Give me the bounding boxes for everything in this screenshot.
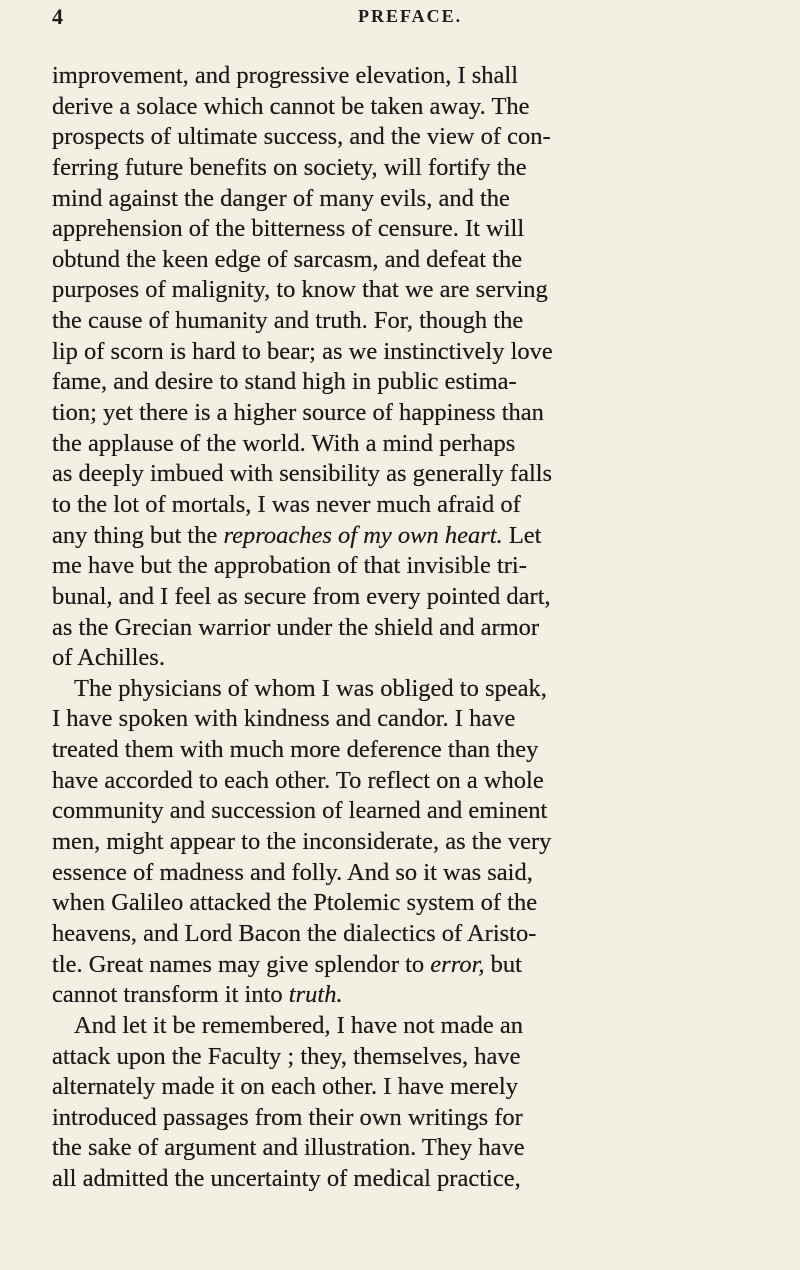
text-line-content: improvement, and progressive elevation, I shall (52, 62, 519, 89)
text-line (52, 1011, 788, 1042)
text-line (52, 1042, 788, 1073)
text-line-content: derive a solace which cannot be taken away. The (52, 92, 530, 120)
text-line (52, 1133, 788, 1164)
text-line (52, 888, 788, 919)
running-title: PREFACE. (358, 6, 463, 26)
text-line-content: mind against the danger of many evils, and the (52, 184, 510, 212)
text-line-content: all admitted the uncertainty of medical practice, (52, 1165, 521, 1193)
text-line-content: community and succession of learned and eminent (52, 797, 548, 825)
text-line-content: lip of scorn is hard to bear; as we instinctively love (52, 337, 553, 365)
text-line (52, 214, 788, 245)
text-line-content: when Galileo attacked the Ptolemic system of the (52, 889, 538, 917)
text-line (52, 61, 788, 92)
text-line-content: obtund the keen edge of sarcasm, and defeat the (52, 245, 523, 273)
text-line (52, 796, 788, 827)
text-line-content: the applause of the world. With a mind perhaps (52, 429, 516, 457)
text-line-content: And let it be remembered, I have not made an (74, 1011, 523, 1039)
text-line-content: cannot transform it into (52, 981, 289, 1009)
text-line (52, 980, 788, 1011)
text-line-content: of Achilles. (52, 644, 165, 672)
text-line (52, 919, 788, 950)
text-line-tail: Let (502, 521, 542, 549)
text-line (52, 1103, 788, 1134)
text-line (52, 735, 788, 766)
text-line-content: fame, and desire to stand high in public estima- (52, 368, 517, 396)
italic-phrase: truth. (288, 981, 343, 1009)
text-line (52, 306, 788, 337)
text-line (52, 153, 788, 184)
text-line (52, 337, 788, 368)
text-line (52, 367, 788, 398)
text-line-content: any thing but the (52, 521, 224, 549)
text-line-content: bunal, and I feel as secure from every pointed dart, (52, 582, 551, 610)
text-line-content: as deeply imbued with sensibility as generally falls (52, 460, 553, 488)
text-line-content: to the lot of mortals, I was never much afraid of (52, 490, 521, 518)
text-line (52, 122, 788, 153)
text-line (52, 92, 788, 123)
text-line-content: apprehension of the bitterness of censure. It will (52, 215, 525, 243)
text-line-content: me have but the approbation of that invisible tri- (52, 552, 527, 580)
text-line (52, 398, 788, 429)
text-line (52, 1072, 788, 1103)
italic-phrase: error, (430, 950, 485, 978)
text-line (52, 858, 788, 889)
italic-phrase: reproaches of my own heart. (223, 521, 503, 549)
text-line-content: have accorded to each other. To reflect on a whole (52, 766, 544, 794)
body-text (52, 61, 788, 1195)
text-line (52, 245, 788, 276)
text-line-content: I have spoken with kindness and candor. I have (52, 705, 516, 733)
text-line (52, 490, 788, 521)
text-line-content: The physicians of whom I was obliged to speak, (74, 674, 547, 702)
text-line (52, 551, 788, 582)
text-line (52, 766, 788, 797)
text-line-content: heavens, and Lord Bacon the dialectics of Aristo- (52, 919, 537, 947)
text-line-content: prospects of ultimate success, and the view of con- (52, 123, 551, 151)
text-line-content: tion; yet there is a higher source of happiness than (52, 399, 544, 427)
text-line-content: tle. Great names may give splendor to (52, 950, 431, 978)
text-line-content: the cause of humanity and truth. For, though the (52, 307, 524, 335)
text-line-content: essence of madness and folly. And so it was said, (52, 858, 533, 886)
text-line (52, 827, 788, 858)
text-line (52, 1164, 788, 1195)
text-line-content: the sake of argument and illustration. They have (52, 1134, 525, 1162)
page-header (0, 2, 800, 30)
text-line-content: alternately made it on each other. I have merely (52, 1073, 518, 1101)
text-line (52, 184, 788, 215)
text-line (52, 613, 788, 644)
text-line (52, 643, 788, 674)
text-line (52, 674, 788, 705)
text-line-content: treated them with much more deference than they (52, 736, 539, 764)
text-line-content: ferring future benefits on society, will fortify the (52, 153, 527, 181)
text-line (52, 429, 788, 460)
text-line-content: purposes of malignity, to know that we are serving (52, 276, 548, 304)
text-line (52, 582, 788, 613)
text-line-content: attack upon the Faculty ; they, themselves, have (52, 1042, 521, 1070)
text-line-content: as the Grecian warrior under the shield and armor (52, 613, 540, 641)
page-number: 4 (52, 4, 63, 29)
text-line (52, 704, 788, 735)
text-line (52, 950, 788, 981)
text-line-content: men, might appear to the inconsiderate, as the very (52, 828, 552, 856)
text-line (52, 521, 788, 552)
text-line (52, 275, 788, 306)
text-line-tail: but (484, 950, 522, 978)
text-line-content: introduced passages from their own writings for (52, 1103, 523, 1131)
text-line (52, 459, 788, 490)
